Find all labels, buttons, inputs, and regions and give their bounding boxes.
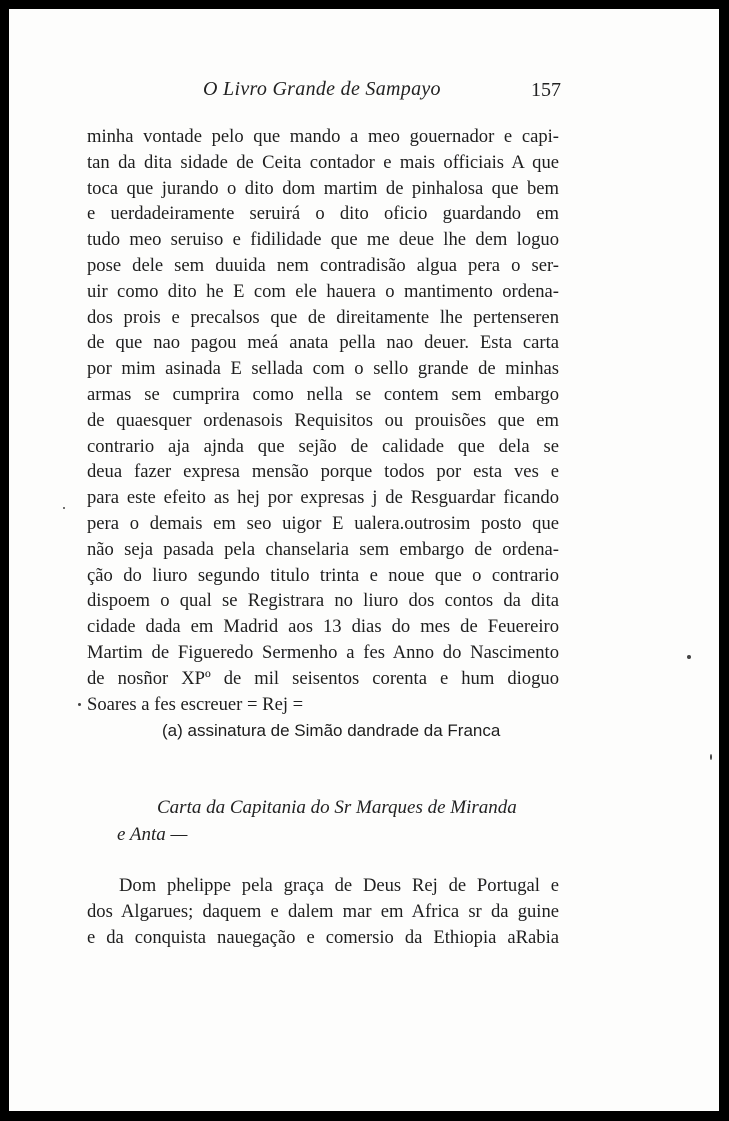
letter-line: Dom phelippe pela graça de Deus Rej de Portugal e [119,875,559,896]
body-line: contrario aja ajnda que sejão de calidade que dela se [87,435,559,457]
scan-speck [63,507,65,509]
section-heading-line: e Anta — [117,824,188,845]
body-line: dos prois e precalsos que de direitamente lhe pertenseren [87,306,559,328]
page-header [0,78,729,108]
body-line: pose dele sem duuida nem contradisão algua pera o ser- [87,254,559,276]
section-heading-line: Carta da Capitania do Sr Marques de Miranda [157,797,517,818]
body-line: para este efeito as hej por expresas j de Resguardar ficando [87,487,559,509]
body-line: armas se cumprira como nella se contem sem embargo [87,383,559,405]
running-title: O Livro Grande de Sampayo [203,78,441,100]
body-line: minha vontade pelo que mando a meo gouernador e capi- [87,126,559,147]
body-line: de quaesquer ordenasois Requisitos ou prouisões que em [87,409,559,431]
body-line: pera o demais em seo uigor E ualera.outrosim posto que [87,512,559,534]
body-line: de nosñor XPº de mil seisentos corenta e hum dioguo [87,667,559,689]
body-line: de que nao pagou meá anata pella nao deuer. Esta carta [87,332,559,354]
scan-speck [78,703,81,706]
letter-line: dos Algarues; daquem e dalem mar em Africa sr da guine [87,900,559,922]
body-line: tan da dita sidade de Ceita contador e mais officiais A que [87,151,559,173]
body-text [87,124,559,717]
body-line: uir como dito he E com ele hauera o mantimento ordena- [87,280,559,302]
body-line: dispoem o qual se Registrara no liuro dos contos da dita [87,590,559,612]
body-line: cidade dada em Madrid aos 13 dias do mes de Feuereiro [87,616,559,638]
body-line: e uerdadeiramente seruirá o dito oficio guardando em [87,203,559,225]
letter-line: e da conquista nauegação e comersio da Ethiopia aRabia [87,926,559,948]
body-line: toca que jurando o dito dom martim de pinhalosa que bem [87,177,559,199]
body-line: Soares a fes escreuer = Rej = [87,693,304,715]
scan-speck [710,754,712,760]
body-line: Martim de Figueredo Sermenho a fes Anno do Nascimento [87,641,559,663]
body-line: ção do liuro segundo titulo trinta e noue que o contrario [87,564,559,586]
section-heading [117,794,560,848]
letter-text [87,873,559,950]
scan-speck [687,655,691,659]
body-line: não seja pasada pela chanselaria sem embargo de ordena- [87,538,559,560]
body-line: por mim asinada E sellada com o sello grande de minhas [87,358,559,380]
signature-note: (a) assinatura de Simão dandrade da Franca [162,721,501,740]
body-line: tudo meo seruiso e fidilidade que me deue lhe dem loguo [87,229,559,251]
page-number: 157 [531,79,561,101]
body-line: deua fazer expresa mensão porque todos por esta ves e [87,461,559,483]
